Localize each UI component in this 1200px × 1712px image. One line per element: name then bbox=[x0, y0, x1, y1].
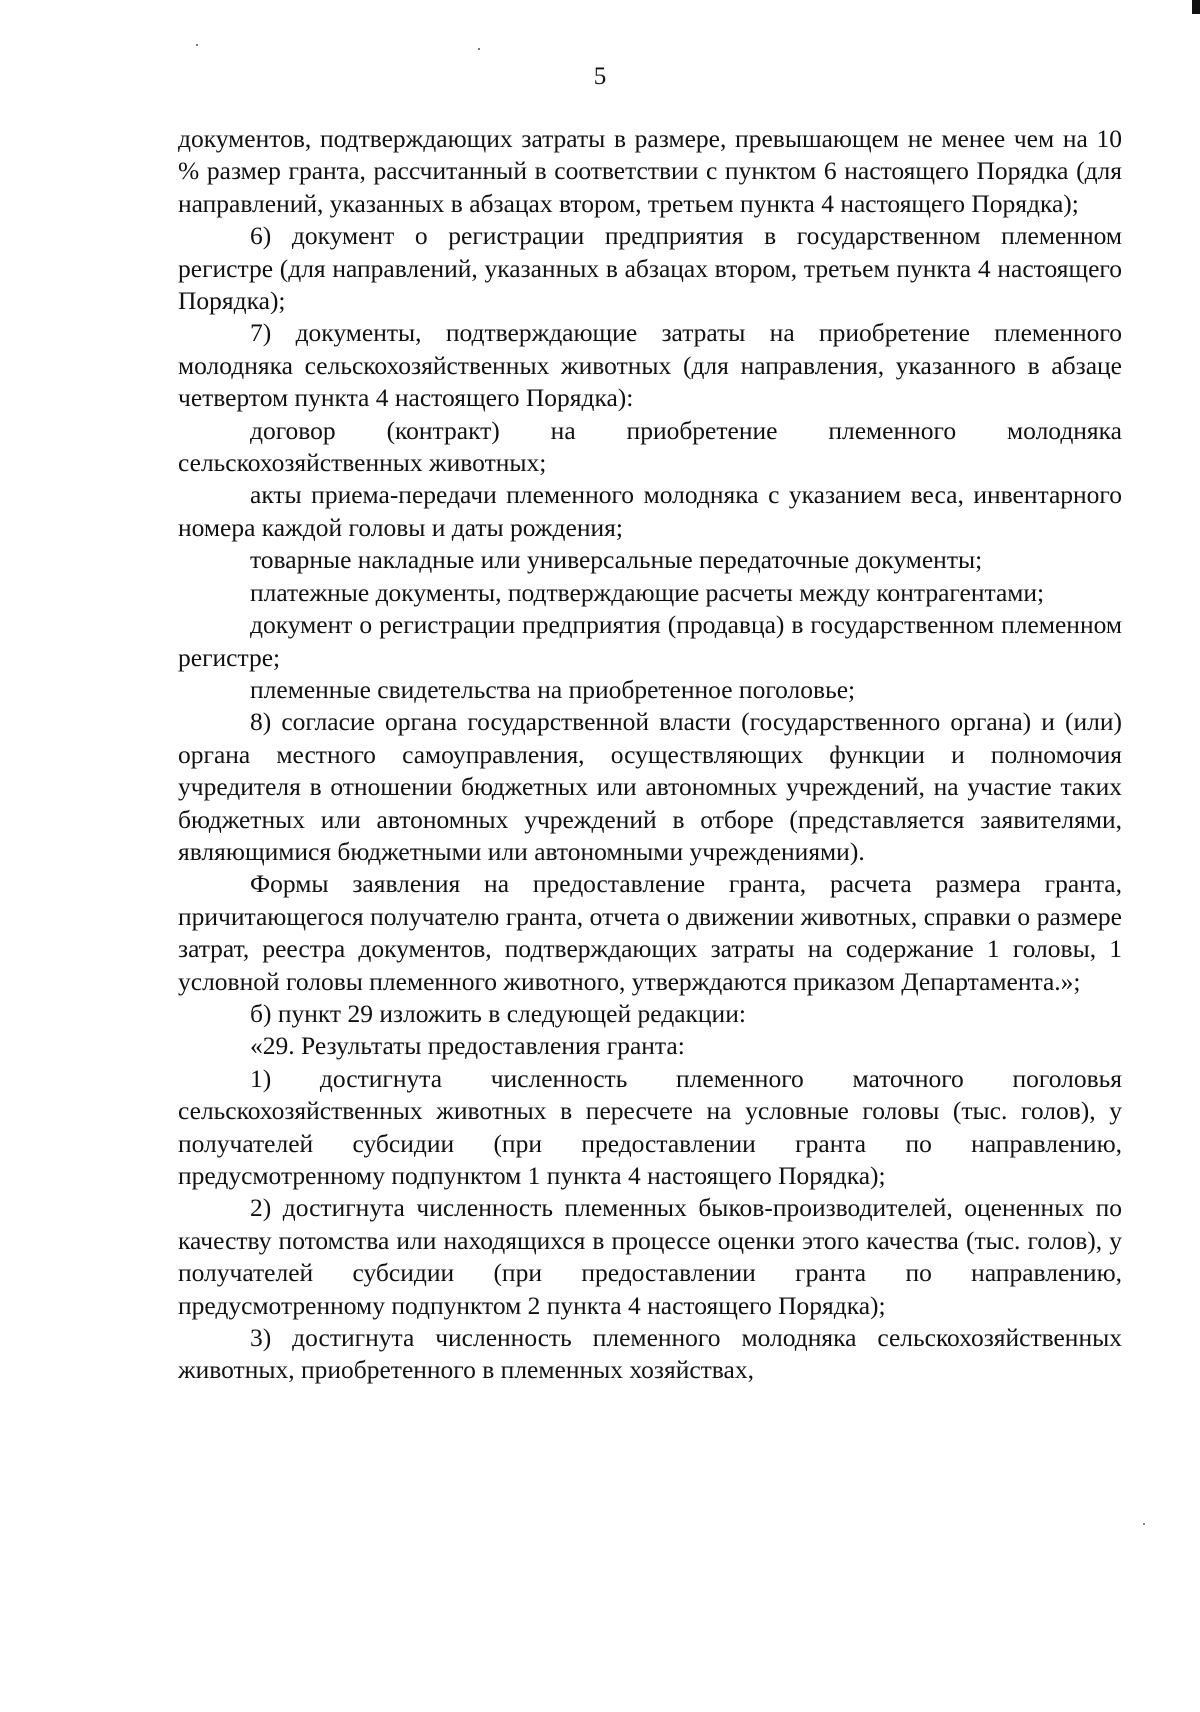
scan-speck bbox=[478, 48, 480, 50]
paragraph-item-8: 8) согласие органа государственной власти (государственного органа) и (или) органа местного самоуправления, осуществляющих функции и полномочия учредителя в отношении бюджетных или автономных учреждений, на участие таких бюджетных или автономных учреждений в отборе (представляется заявителями, являющимися бюджетными или автономными учреждениями). bbox=[178, 707, 1122, 866]
paragraph-contract: договор (контракт) на приобретение племенного молодняка сельскохозяйственных животных; bbox=[178, 415, 1122, 478]
paragraph-result-3: 3) достигнута численность племенного молодняка сельскохозяйственных животных, приобретенного в племенных хозяйствах, bbox=[178, 1323, 1122, 1385]
paragraph-payments: платежные документы, подтверждающие расчеты между контрагентами; bbox=[250, 577, 1045, 607]
paragraph-point-b: б) пункт 29 изложить в следующей редакции: bbox=[250, 998, 746, 1028]
paragraph-result-1: 1) достигнута численность племенного маточного поголовья сельскохозяйственных животных в пересчете на условные головы (тыс. голов), у получателей субсидии (при предоставлении гранта по направлению, предусмотренному подпунктом 1 пункта 4 настоящего Порядка); bbox=[178, 1063, 1122, 1190]
paragraph-seller-registration: документ о регистрации предприятия (продавца) в государственном племенном регистре; bbox=[178, 610, 1122, 672]
paragraph-point-29: «29. Результаты предоставления гранта: bbox=[250, 1031, 685, 1061]
paragraph-invoices: товарные накладные или универсальные передаточные документы; bbox=[250, 545, 983, 575]
scan-speck bbox=[196, 44, 198, 46]
paragraph-item-7: 7) документы, подтверждающие затраты на приобретение племенного молодняка сельскохозяйственных животных (для направления, указанного в абзаце четвертом пункта 4 настоящего Порядка): bbox=[178, 318, 1122, 413]
scan-speck bbox=[1143, 1523, 1145, 1525]
paragraph-item-6: 6) документ о регистрации предприятия в государственном племенном регистре (для направлений, указанных в абзацах втором, третьем пункта 4 настоящего Порядка); bbox=[178, 221, 1122, 316]
paragraph-certificates: племенные свидетельства на приобретенное поголовье; bbox=[250, 674, 856, 704]
paragraph-intro: документов, подтверждающих затраты в размере, превышающем не менее чем на 10 % размер гранта, рассчитанный в соответствии с пунктом 6 настоящего Порядка (для направлений, указанных в абзацах втором, третьем пункта 4 настоящего Порядка); bbox=[178, 124, 1122, 218]
paragraph-result-2: 2) достигнута численность племенных быков-производителей, оцененных по качеству потомства или находящихся в процессе оценки этого качества (тыс. голов), у получателей субсидии (при предоставлении гранта по направлению, предусмотренному подпунктом 2 пункта 4 настоящего Порядка); bbox=[178, 1193, 1122, 1320]
document-body bbox=[178, 123, 1122, 1387]
paragraph-acts: акты приема-передачи племенного молодняка с указанием веса, инвентарного номера каждой головы и даты рождения; bbox=[178, 480, 1122, 542]
paragraph-forms: Формы заявления на предоставление гранта, расчета размера гранта, причитающегося получателю гранта, отчета о движении животных, справки о размере затрат, реестра документов, подтверждающих затраты на содержание 1 головы, 1 условной головы племенного животного, утверждаются приказом Департамента.»; bbox=[178, 869, 1122, 996]
page-number: 5 bbox=[593, 63, 607, 90]
scan-edge-mark bbox=[1192, 0, 1200, 14]
